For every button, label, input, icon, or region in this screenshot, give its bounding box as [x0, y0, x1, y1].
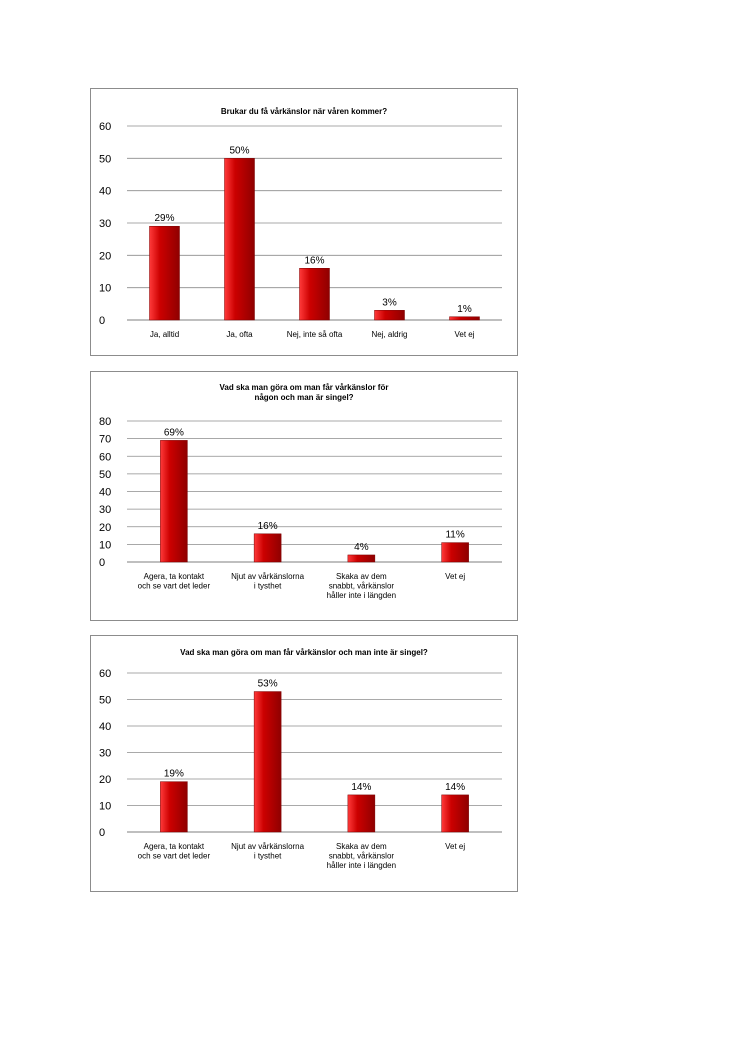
x-tick-label: Nej, aldrig [371, 330, 408, 339]
data-label: 19% [163, 768, 184, 780]
chart-1-title: Brukar du få vårkänslor när våren kommer? [220, 107, 388, 116]
x-tick-label: Skaka av dem snabbt, vårkänslor håller inte i längden [326, 572, 397, 600]
y-tick-label: 60 [99, 121, 112, 133]
y-tick-label: 10 [99, 282, 112, 295]
y-tick-label: 0 [99, 827, 106, 839]
data-label: 53% [257, 678, 278, 690]
y-tick-label: 20 [99, 774, 112, 786]
data-label: 14% [445, 781, 466, 793]
chart-3-plot [91, 636, 519, 893]
bar [442, 543, 469, 562]
y-tick-label: 50 [99, 468, 112, 481]
x-tick-label: Vet ej [454, 330, 475, 339]
bar [300, 268, 330, 320]
y-tick-label: 30 [99, 218, 112, 230]
data-label: 16% [257, 520, 278, 532]
y-tick-label: 30 [99, 747, 112, 760]
y-tick-label: 70 [99, 433, 112, 446]
y-tick-label: 10 [99, 800, 112, 813]
chart-1 [90, 88, 518, 356]
bar [348, 555, 375, 562]
bar [254, 534, 281, 562]
y-tick-label: 60 [99, 451, 112, 464]
x-tick-label: Vet ej [445, 842, 466, 851]
data-label: 3% [382, 297, 397, 309]
y-tick-label: 40 [99, 185, 112, 198]
data-label: 29% [154, 213, 175, 225]
x-tick-label: Njut av vårkänslorna i tysthet [231, 842, 305, 861]
y-tick-label: 40 [99, 721, 112, 733]
data-label: 11% [445, 529, 465, 541]
data-label: 4% [354, 541, 369, 553]
y-tick-label: 20 [99, 521, 112, 534]
chart-2 [90, 371, 518, 621]
y-tick-label: 60 [99, 668, 112, 680]
y-tick-label: 10 [99, 539, 112, 552]
x-tick-label: Agera, ta kontakt och se vart det leder [137, 572, 211, 591]
y-tick-label: 80 [99, 416, 112, 428]
chart-1-plot [91, 89, 519, 357]
chart-2-title: Vad ska man göra om man får vårkänslor för någon och man är singel? [219, 383, 389, 402]
chart-2-plot [91, 372, 519, 622]
y-tick-label: 20 [99, 250, 112, 263]
x-tick-label: Ja, ofta [226, 330, 253, 339]
x-tick-label: Agera, ta kontakt och se vart det leder [137, 842, 211, 861]
bar [150, 226, 180, 320]
bar [160, 440, 187, 562]
bar [225, 158, 255, 320]
data-label: 16% [304, 255, 325, 267]
bar [442, 795, 469, 832]
chart-3-title: Vad ska man göra om man får vårkänslor och man inte är singel? [180, 648, 428, 657]
y-tick-label: 40 [99, 486, 112, 499]
x-tick-label: Vet ej [445, 572, 466, 581]
x-tick-label: Nej, inte så ofta [286, 330, 343, 339]
data-label: 50% [229, 145, 250, 157]
bar [160, 782, 187, 832]
y-tick-label: 0 [99, 557, 106, 569]
bar [450, 317, 480, 320]
data-label: 1% [457, 303, 472, 315]
x-tick-label: Njut av vårkänslorna i tysthet [231, 572, 305, 591]
bar [375, 310, 405, 320]
chart-3 [90, 635, 518, 892]
data-label: 14% [351, 781, 372, 793]
x-tick-label: Ja, alltid [149, 330, 180, 339]
bar [254, 692, 281, 832]
y-tick-label: 50 [99, 694, 112, 707]
x-tick-label: Skaka av dem snabbt, vårkänslor håller inte i längden [326, 842, 397, 870]
y-tick-label: 0 [99, 315, 106, 327]
bar [348, 795, 375, 832]
y-tick-label: 50 [99, 153, 112, 166]
y-tick-label: 30 [99, 504, 112, 517]
data-label: 69% [163, 427, 184, 439]
